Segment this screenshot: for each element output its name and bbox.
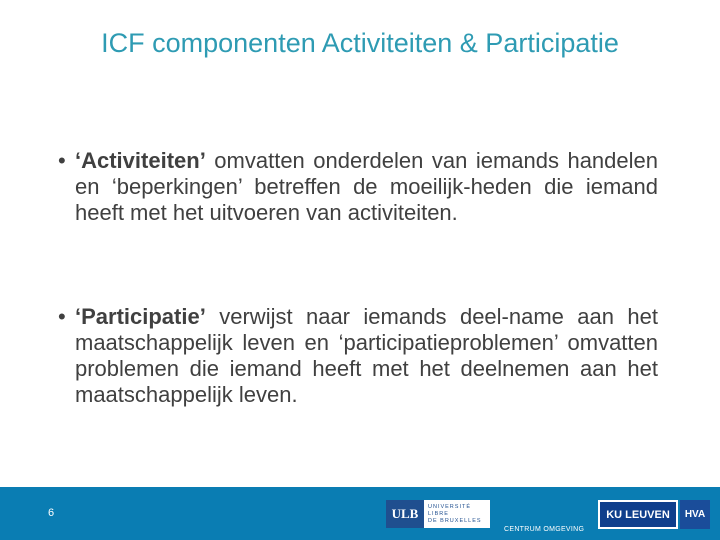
footer-bar	[0, 487, 720, 540]
bullet-text	[75, 148, 658, 226]
ulb-logo	[386, 500, 490, 528]
bullet-participatie	[58, 304, 658, 408]
bullet-term: ‘Participatie’	[75, 304, 206, 329]
slide-title: ICF componenten Activiteiten & Participatie	[101, 28, 619, 58]
ulb-logo-text	[424, 504, 482, 525]
bullet-activiteiten	[58, 148, 658, 226]
bullet-marker: •	[58, 148, 66, 173]
hva-logo: HVA	[680, 500, 710, 529]
ulb-line-1: UNIVERSITÉ	[428, 503, 472, 510]
bullet-body: verwijst naar iemands deel-name aan het maatschappelijk leven en ‘participatieproblemen’ omvatten problemen die iemand heeft met het deelnemen aan het maatschappelijk leven.	[75, 304, 658, 407]
page-number: 6	[48, 507, 55, 519]
bullet-body: omvatten onderdelen van iemands handelen en ‘beperkingen’ betreffen de moeilijk-heden die iemand heeft met het uitvoeren van activiteiten.	[75, 148, 658, 225]
centrum-omgeving-label: CENTRUM OMGEVING	[504, 526, 585, 533]
ulb-line-3: DE BRUXELLES	[428, 517, 482, 524]
ulb-logo-word: ULB	[386, 500, 424, 528]
ulb-line-2: LIBRE	[428, 510, 449, 517]
bullet-marker: •	[58, 304, 66, 329]
ku-leuven-logo: KU LEUVEN	[598, 500, 678, 529]
bullet-term: ‘Activiteiten’	[75, 148, 206, 173]
bullet-text	[75, 304, 658, 408]
